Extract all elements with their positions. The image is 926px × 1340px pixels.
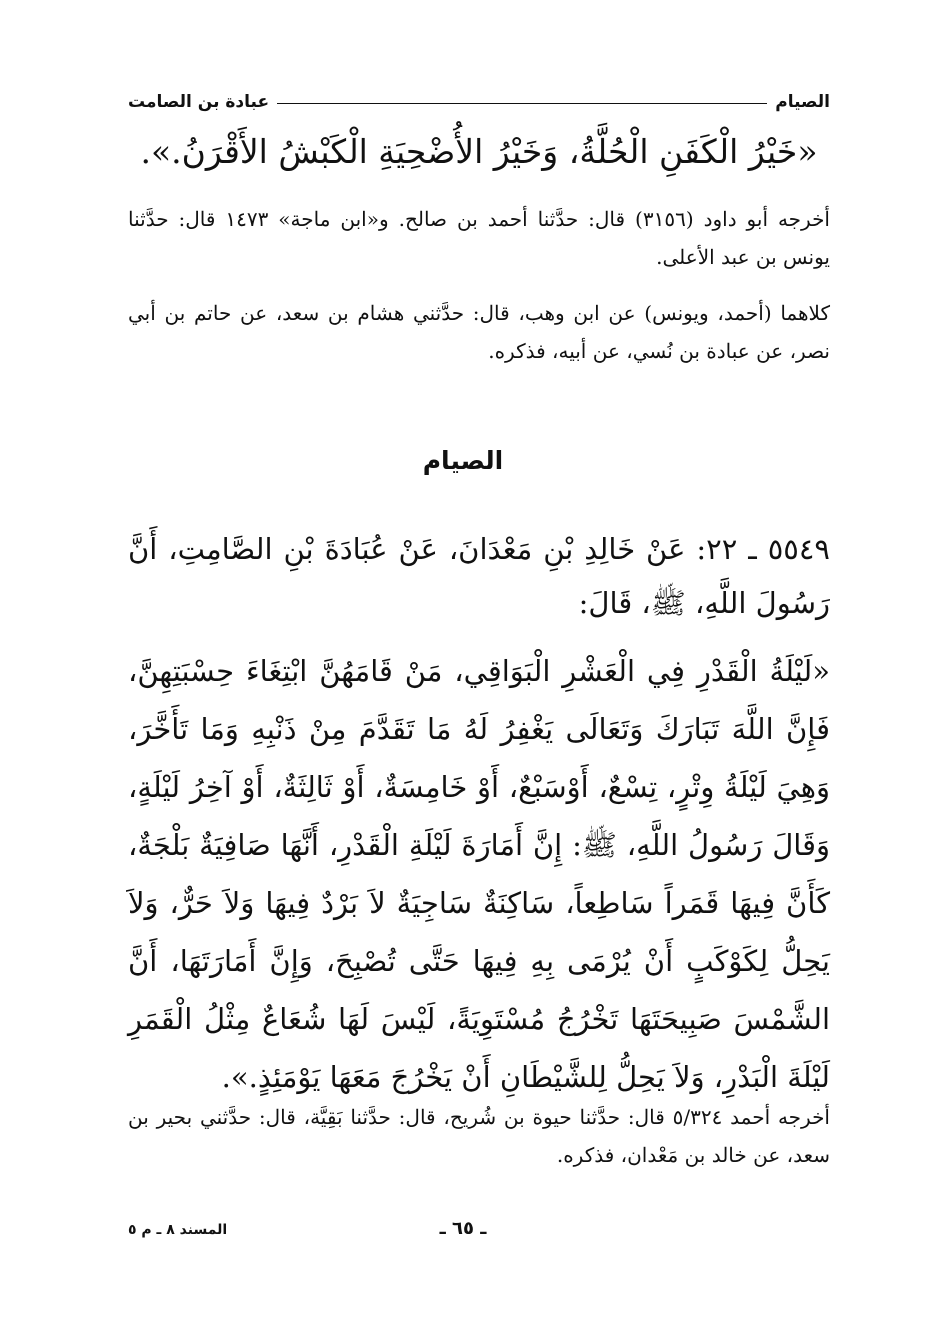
header-rule [277,103,767,104]
hadith-isnad: ٥٥٤٩ ـ ٢٢: عَنْ خَالِدِ بْنِ مَعْدَانَ، عَنْ عُبَادَةَ بْنِ الصَّامِتِ، أَنَّ رَسُولَ اللَّهِ، ﷺ، قَالَ: [128,532,830,620]
takhrij-note-2: كلاهما (أحمد، ويونس) عن ابن وهب، قال: حدَّثني هشام بن سعد، عن حاتم بن أبي نصر، عن عبادة بن نُسي، عن أبيه، فذكره. [128,301,830,363]
page-number: ـ ٦٥ ـ [439,1218,487,1239]
hadith-matn [128,642,830,1106]
running-header [128,72,830,112]
volume-signature: المسند ٨ ـ م ٥ [128,1222,228,1238]
previous-hadith-ending: «خَيْرُ الْكَفَنِ الْحُلَّةُ، وَخَيْرُ الأُضْحِيَةِ الْكَبْشُ الأَقْرَنُ.». [140,132,818,171]
takhrij-note-3: أخرجه أحمد ٥/٣٢٤ قال: حدَّثنا حيوة بن شُريح، قال: حدَّثنا بَقِيَّة، قال: حدَّثني بحير بن سعد، عن خالد بن مَعْدان، فذكره. [128,1105,830,1167]
header-narrator-name: عبادة بن الصامت [128,92,270,112]
chapter-title: الصيام [422,446,504,475]
hadith-matn-text: «لَيْلَةُ الْقَدْرِ فِي الْعَشْرِ الْبَوَاقِي، مَنْ قَامَهُنَّ ابْتِغَاءَ حِسْبَتِهِنَّ، فَإِنَّ اللَّهَ تَبَارَكَ وَتَعَالَى يَغْفِرُ لَهُ مَا تَقَدَّمَ مِنْ ذَنْبِهِ وَمَا تَأَخَّرَ، وَهِيَ لَيْلَةُ وِتْرٍ، تِسْعٌ، أَوْسَبْعٌ، أَوْ خَامِسَةٌ، أَوْ ثَالِثَةٌ، أَوْ آخِرُ لَيْلَةٍ، وَقَالَ رَسُولُ اللَّهِ، ﷺ: إِنَّ أَمَارَةَ لَيْلَةِ الْقَدْرِ، أَنَّهَا صَافِيَةٌ بَلْجَةٌ، كَأَنَّ فِيهَا قَمَراً سَاطِعاً، سَاكِنَةٌ سَاجِيَةٌ لاَ بَرْدٌ فِيهَا وَلاَ حَرٌّ، وَلاَ يَحِلُّ لِكَوْكَبٍ أَنْ يُرْمَى بِهِ فِيهَا حَتَّى تُصْبِحَ، وَإِنَّ أَمَارَتَهَا، أَنَّ الشَّمْسَ صَبِيحَتَهَا تَخْرُجُ مُسْتَوِيَةً، لَيْسَ لَهَا شُعَاعٌ مِثْلُ الْقَمَرِ لَيْلَةَ الْبَدْرِ، وَلاَ يَحِلُّ لِلشَّيْطَانِ أَنْ يَخْرُجَ مَعَهَا يَوْمَئِذٍ.». [128,654,830,1094]
takhrij-note-1: أخرجه أبو داود (٣١٥٦) قال: حدَّثنا أحمد بن صالح. و«ابن ماجة» ١٤٧٣ قال: حدَّثنا يونس بن عبد الأعلى. [128,207,830,269]
header-section-title: الصيام [775,92,830,112]
